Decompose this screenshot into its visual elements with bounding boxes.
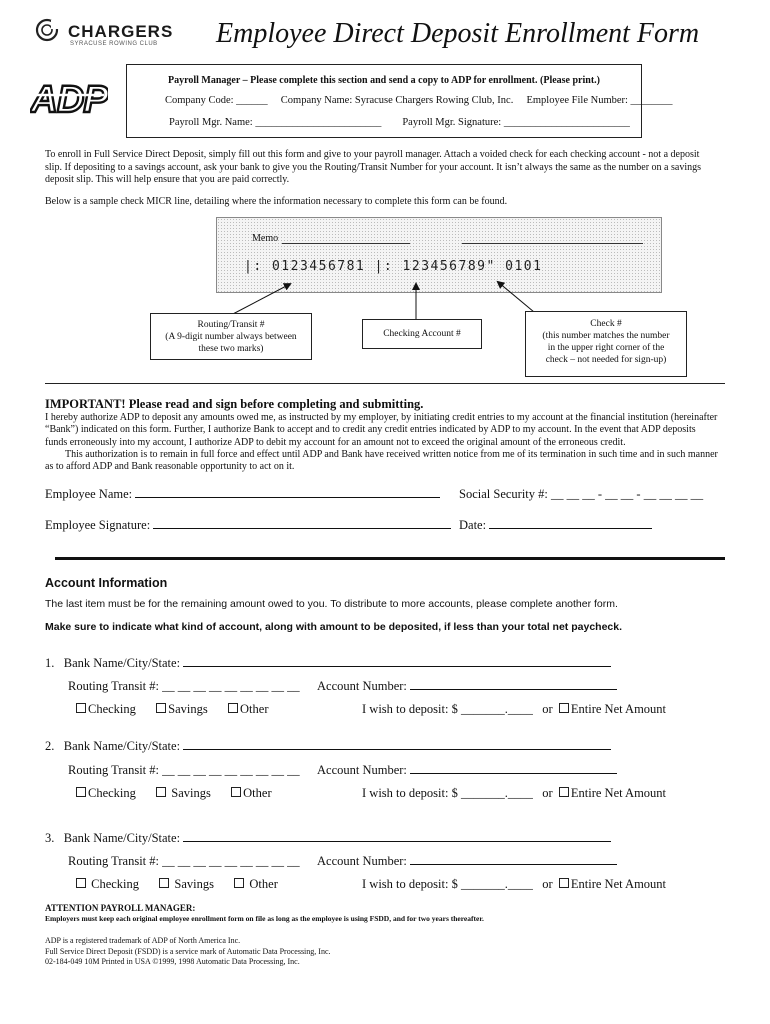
checkbox-icon[interactable]	[559, 787, 569, 797]
date-label: Date:	[459, 518, 487, 532]
chargers-logo-name: CHARGERS	[68, 22, 174, 41]
entire-net-label: Entire Net Amount	[570, 877, 667, 891]
savings-option[interactable]	[156, 702, 208, 716]
authorization-line: I hereby authorize ADP to deposit any amounts owed me, as instructed by my employer, by initiating credit entries to my account at the financial institution (hereinafter	[45, 412, 718, 423]
checking-label: Checking	[88, 702, 136, 716]
account-1-routing-row	[68, 679, 300, 694]
account-1-acct-row	[317, 679, 617, 694]
ssn-label: Social Security #:	[459, 487, 548, 501]
intro-line: To enroll in Full Service Direct Deposit, simply fill out this form and give to your payroll manager. Attach a voided check for each checking account - not a deposit	[45, 149, 700, 160]
check-callout-line: check – not needed for sign-up)	[545, 355, 667, 365]
bank-name-input[interactable]	[183, 739, 611, 750]
routing-label: Routing Transit #:	[68, 854, 159, 868]
account-3-bank-row	[45, 831, 611, 846]
routing-transit-callout	[150, 313, 312, 360]
account-2-routing-row	[68, 763, 300, 778]
checkbox-icon[interactable]	[231, 787, 241, 797]
checking-option[interactable]	[76, 877, 139, 891]
date-input[interactable]	[489, 518, 652, 529]
other-label: Other	[243, 786, 272, 800]
employee-name-row	[45, 487, 440, 502]
company-info-row	[165, 95, 673, 106]
entire-net-option[interactable]	[559, 877, 666, 891]
trademark-line: Full Service Direct Deposit (FSDD) is a service mark of Automatic Data Processing, Inc.	[45, 946, 331, 956]
authorization-text	[45, 412, 718, 473]
payroll-manager-instruction: Payroll Manager – Please complete this section and send a copy to ADP for enrollment. (Please print.)	[168, 75, 600, 86]
entire-net-label: Entire Net Amount	[570, 702, 667, 716]
routing-input[interactable]: __ __ __ __ __ __ __ __ __	[162, 679, 300, 693]
attention-text: Employers must keep each original employee enrollment form on file as long as the employee is using FSDD, and for two years thereafter.	[45, 914, 484, 923]
account-info-heading: Account Information	[45, 576, 168, 590]
employee-file-number-field[interactable]: Employee File Number: ________	[526, 95, 673, 106]
savings-option[interactable]	[156, 786, 211, 800]
checkbox-icon[interactable]	[234, 878, 244, 888]
important-heading: IMPORTANT! Please read and sign before completing and submitting.	[45, 397, 424, 411]
or-label: or	[542, 786, 553, 800]
other-label: Other	[249, 877, 278, 891]
account-number-input[interactable]	[410, 854, 617, 865]
account-2-acct-row	[317, 763, 617, 778]
or-label: or	[542, 877, 553, 891]
payroll-mgr-name-field[interactable]: Payroll Mgr. Name: ________________________	[169, 117, 382, 128]
intro-line: deposit slip. This will help ensure that you are paid correctly.	[45, 174, 290, 185]
checking-account-callout	[362, 319, 482, 349]
check-micr-line: |: 0123456781 |: 123456789" 0101	[244, 259, 543, 274]
account-2-bank-row	[45, 739, 611, 754]
entire-net-label: Entire Net Amount	[570, 786, 667, 800]
checkbox-icon[interactable]	[76, 878, 86, 888]
checking-option[interactable]	[76, 702, 136, 716]
check-callout-line: in the upper right corner of the	[547, 343, 665, 353]
account-1-type-row	[76, 702, 268, 717]
company-code-field[interactable]: Company Code: ______	[165, 95, 268, 106]
chargers-logo-tagline: SYRACUSE ROWING CLUB	[70, 41, 158, 47]
checkbox-icon[interactable]	[156, 787, 166, 797]
routing-input[interactable]: __ __ __ __ __ __ __ __ __	[162, 763, 300, 777]
authorization-line: This authorization is to remain in full force and effect until ADP and Bank have received written notice from me of its termination in such time and in such manner	[65, 448, 718, 460]
authorization-line: funds erroneously into my account, I authorize ADP to debit my account for an amount not to exceed the original amount of the erroneous credit.	[45, 436, 626, 448]
trademark-notes	[45, 936, 331, 968]
account-number-label: 3.	[45, 831, 55, 845]
adp-logo-text: ADP	[30, 79, 108, 118]
account-1-deposit-row	[362, 702, 666, 717]
account-number-label: 2.	[45, 739, 55, 753]
manager-row	[169, 117, 630, 128]
account-number-label: 1.	[45, 656, 55, 670]
check-number-callout	[525, 311, 687, 377]
deposit-amount-field[interactable]: I wish to deposit: $ _______.____	[362, 877, 533, 891]
routing-label: Routing Transit #:	[68, 763, 159, 777]
entire-net-option[interactable]	[559, 786, 666, 800]
employee-signature-row	[45, 518, 451, 533]
checkbox-icon[interactable]	[559, 878, 569, 888]
checking-option[interactable]	[76, 786, 136, 800]
divider	[45, 383, 725, 384]
savings-option[interactable]	[159, 877, 214, 891]
entire-net-option[interactable]	[559, 702, 666, 716]
employee-name-input[interactable]	[135, 487, 440, 498]
check-callout-line: Check #	[590, 319, 622, 329]
other-option[interactable]	[234, 877, 278, 891]
ssn-row	[459, 487, 703, 502]
deposit-amount-field[interactable]: I wish to deposit: $ _______.____	[362, 786, 533, 800]
routing-callout-line: these two marks)	[198, 344, 264, 354]
account-2-type-row	[76, 786, 272, 801]
intro-paragraph	[45, 149, 701, 187]
check-signature-line	[462, 243, 643, 244]
routing-input[interactable]: __ __ __ __ __ __ __ __ __	[162, 854, 300, 868]
account-3-routing-row	[68, 854, 300, 869]
chargers-logo-icon	[35, 18, 59, 42]
account-3-type-row	[76, 877, 278, 892]
checking-label: Checking	[91, 877, 140, 891]
account-info-bold-note: Make sure to indicate what kind of account, along with amount to be deposited, if less than your total net paycheck.	[45, 621, 623, 633]
bank-name-label: Bank Name/City/State:	[63, 831, 181, 845]
adp-logo-icon	[30, 76, 108, 118]
authorization-line: as to afford ADP and Bank reasonable opportunity to act on it.	[45, 461, 295, 473]
employee-name-label: Employee Name:	[45, 487, 133, 501]
account-3-deposit-row	[362, 877, 666, 892]
intro-line: slip. If depositing to a savings account, ask your bank to give you the Routing/Transit Number for your account. It isn’t always the same as the number on a savings	[45, 161, 701, 173]
payroll-manager-section	[126, 64, 673, 138]
check-memo-line	[282, 243, 410, 244]
other-option[interactable]	[228, 702, 268, 716]
bank-name-input[interactable]	[183, 656, 611, 667]
employee-signature-label: Employee Signature:	[45, 518, 151, 532]
company-name: Company Name: Syracuse Chargers Rowing Club, Inc.	[280, 95, 514, 106]
trademark-line: ADP is a registered trademark of ADP of North America Inc.	[45, 936, 241, 945]
account-3-acct-row	[317, 854, 617, 869]
deposit-amount-field[interactable]: I wish to deposit: $ _______.____	[362, 702, 533, 716]
account-number-field-label: Account Number:	[317, 679, 407, 693]
checkbox-icon[interactable]	[159, 878, 169, 888]
or-label: or	[542, 702, 553, 716]
date-row	[459, 518, 652, 533]
ssn-input[interactable]: __ __ __ - __ __ - __ __ __ __	[551, 487, 704, 501]
checkbox-icon[interactable]	[76, 703, 86, 713]
bank-name-label: Bank Name/City/State:	[63, 739, 181, 753]
account-1-bank-row	[45, 656, 611, 671]
other-option[interactable]	[231, 786, 271, 800]
bank-name-label: Bank Name/City/State:	[63, 656, 181, 670]
bank-name-input[interactable]	[183, 831, 611, 842]
savings-label: Savings	[174, 877, 215, 891]
attention-heading: ATTENTION PAYROLL MANAGER:	[45, 903, 196, 913]
account-number-input[interactable]	[410, 763, 617, 774]
routing-callout-line: (A 9-digit number always between	[165, 332, 297, 342]
check-memo-label: Memo	[252, 233, 279, 244]
checkbox-icon[interactable]	[228, 703, 238, 713]
savings-label: Savings	[171, 786, 211, 800]
check-callout-line: (this number matches the number	[542, 331, 670, 341]
account-number-field-label: Account Number:	[317, 854, 407, 868]
checkbox-icon[interactable]	[76, 787, 86, 797]
checkbox-icon[interactable]	[156, 703, 166, 713]
other-label: Other	[240, 702, 269, 716]
page-title: Employee Direct Deposit Enrollment Form	[216, 18, 700, 49]
trademark-line: 02-184-049 10M Printed in USA ©1999, 1998 Automatic Data Processing, Inc.	[45, 957, 300, 966]
routing-callout-line: Routing/Transit #	[197, 320, 265, 330]
micr-intro-text: Below is a sample check MICR line, detailing where the information necessary to complete this form can be found.	[45, 196, 508, 207]
checking-callout-line: Checking Account #	[383, 329, 461, 339]
authorization-line: “Bank”) indicated on this form. Further, I authorize Bank to accept and to credit any credit entries indicated by ADP to my account. In the event that ADP deposits	[45, 424, 696, 436]
checking-label: Checking	[88, 786, 136, 800]
payroll-mgr-signature-field[interactable]: Payroll Mgr. Signature: ________________________	[402, 117, 630, 128]
account-info-note: The last item must be for the remaining amount owed to you. To distribute to more accounts, please complete another form.	[45, 598, 618, 610]
account-number-input[interactable]	[410, 679, 617, 690]
employee-signature-input[interactable]	[153, 518, 451, 529]
routing-label: Routing Transit #:	[68, 679, 159, 693]
savings-label: Savings	[168, 702, 208, 716]
section-divider	[55, 557, 725, 560]
account-2-deposit-row	[362, 786, 666, 801]
checkbox-icon[interactable]	[559, 703, 569, 713]
account-number-field-label: Account Number:	[317, 763, 407, 777]
